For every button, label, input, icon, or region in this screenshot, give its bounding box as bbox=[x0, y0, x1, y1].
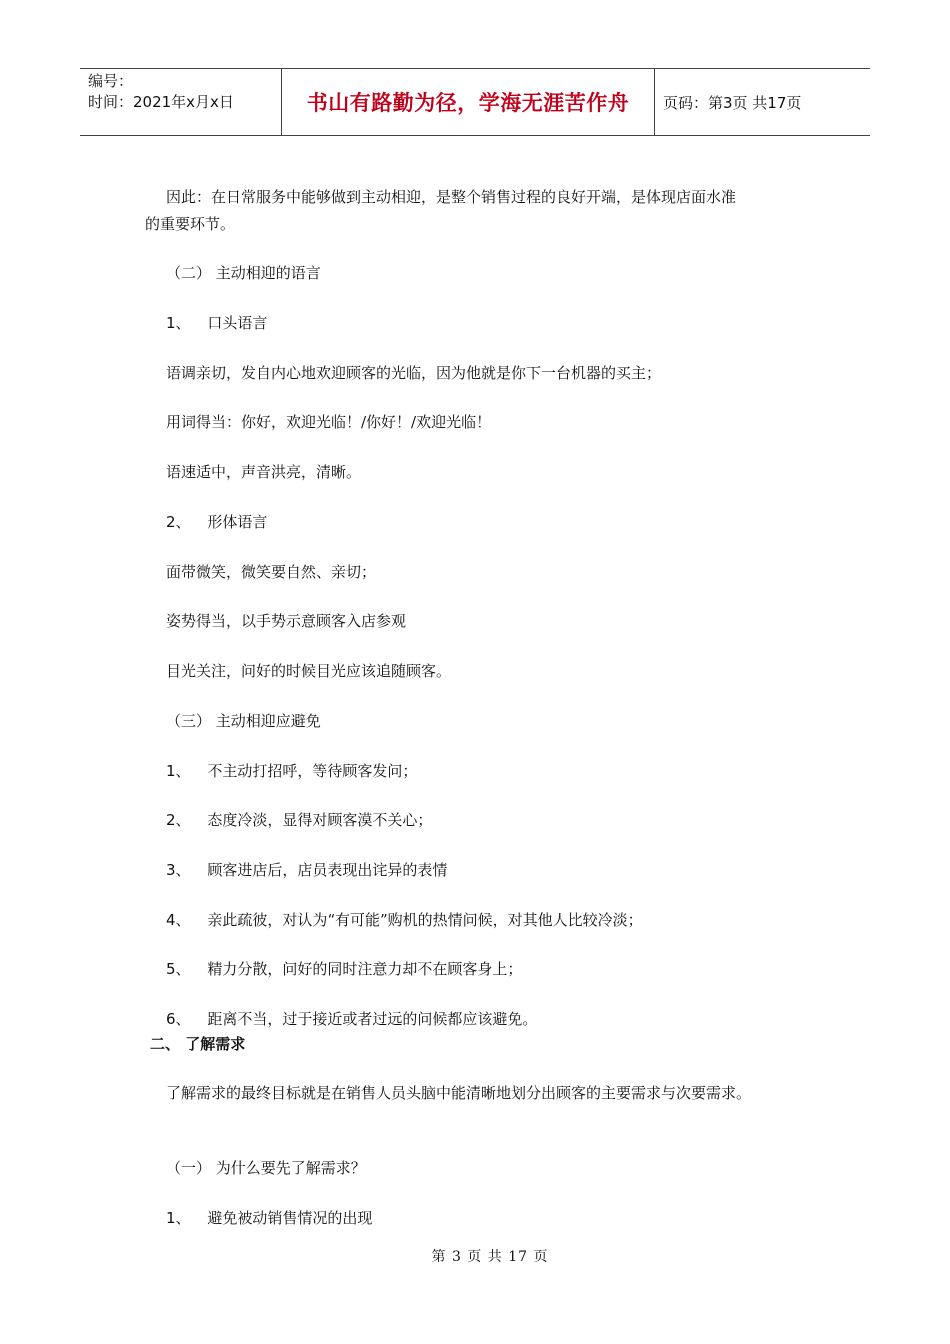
motto-text: 书山有路勤为径，学海无涯苦作舟 bbox=[306, 91, 630, 115]
header-page-cell bbox=[655, 69, 870, 135]
list-item-oral-heading bbox=[166, 312, 267, 333]
paragraph: 目光关注，问好的时候目光应该追随顾客。 bbox=[166, 662, 452, 680]
item-title: 口头语言 bbox=[207, 314, 268, 332]
item-text: 顾客进店后，店员表现出诧异的表情 bbox=[207, 861, 448, 879]
header-motto-cell bbox=[282, 69, 655, 135]
list-item bbox=[166, 958, 522, 979]
intro-line-2: 的重要环节。 bbox=[145, 215, 236, 233]
item-number: 4、 bbox=[166, 911, 191, 929]
page-info: 页码：第3页 共17页 bbox=[663, 93, 802, 112]
item-text: 距离不当，过于接近或者过远的问候都应该避免。 bbox=[207, 1010, 538, 1028]
item-title: 形体语言 bbox=[207, 513, 268, 531]
item-number: 1、 bbox=[166, 1209, 191, 1227]
item-text: 精力分散，问好的同时注意力却不在顾客身上； bbox=[207, 960, 523, 978]
chapter-heading: 二、 了解需求 bbox=[150, 1035, 246, 1053]
header-table bbox=[80, 68, 870, 136]
item-number: 2、 bbox=[166, 811, 191, 829]
list-item bbox=[166, 1008, 537, 1029]
paragraph: 语速适中，声音洪亮，清晰。 bbox=[166, 463, 362, 481]
item-text: 态度冷淡，显得对顾客漠不关心； bbox=[207, 811, 433, 829]
section-heading-3: （三） 主动相迎应避免 bbox=[166, 712, 321, 730]
paragraph: 用词得当：你好，欢迎光临！/你好！/欢迎光临！ bbox=[166, 413, 492, 431]
item-number: 6、 bbox=[166, 1010, 191, 1028]
paragraph: 姿势得当，以手势示意顾客入店参观 bbox=[166, 612, 407, 630]
section-heading-2: （二） 主动相迎的语言 bbox=[166, 264, 321, 282]
list-item-body-heading bbox=[166, 511, 267, 532]
item-number: 5、 bbox=[166, 960, 191, 978]
page-footer: 第 3 页 共 17 页 bbox=[431, 1249, 549, 1265]
item-text: 避免被动销售情况的出现 bbox=[207, 1209, 373, 1227]
list-item bbox=[166, 859, 447, 880]
document-date-label: 时间：2021年x月x日 bbox=[88, 93, 234, 111]
paragraph: 语调亲切，发自内心地欢迎顾客的光临，因为他就是你下一台机器的买主； bbox=[166, 364, 662, 382]
list-item bbox=[166, 760, 417, 781]
item-number: 2、 bbox=[166, 513, 191, 531]
item-text: 不主动打招呼，等待顾客发问； bbox=[207, 762, 418, 780]
intro-line-1: 因此：在日常服务中能够做到主动相迎，是整个销售过程的良好开端，是体现店面水准 bbox=[166, 188, 737, 206]
item-number: 1、 bbox=[166, 762, 191, 780]
item-number: 3、 bbox=[166, 861, 191, 879]
paragraph: 了解需求的最终目标就是在销售人员头脑中能清晰地划分出顾客的主要需求与次要需求。 bbox=[166, 1084, 752, 1102]
item-text: 亲此疏彼，对认为“有可能”购机的热情问候，对其他人比较冷淡； bbox=[207, 911, 643, 929]
section-heading-1: （一） 为什么要先了解需求？ bbox=[166, 1159, 366, 1177]
item-number: 1、 bbox=[166, 314, 191, 332]
header-meta-cell bbox=[80, 69, 282, 135]
list-item bbox=[166, 809, 432, 830]
list-item bbox=[166, 1207, 372, 1228]
paragraph: 面带微笑，微笑要自然、亲切； bbox=[166, 563, 377, 581]
list-item bbox=[166, 909, 643, 930]
document-number-label: 编号： bbox=[88, 72, 134, 90]
